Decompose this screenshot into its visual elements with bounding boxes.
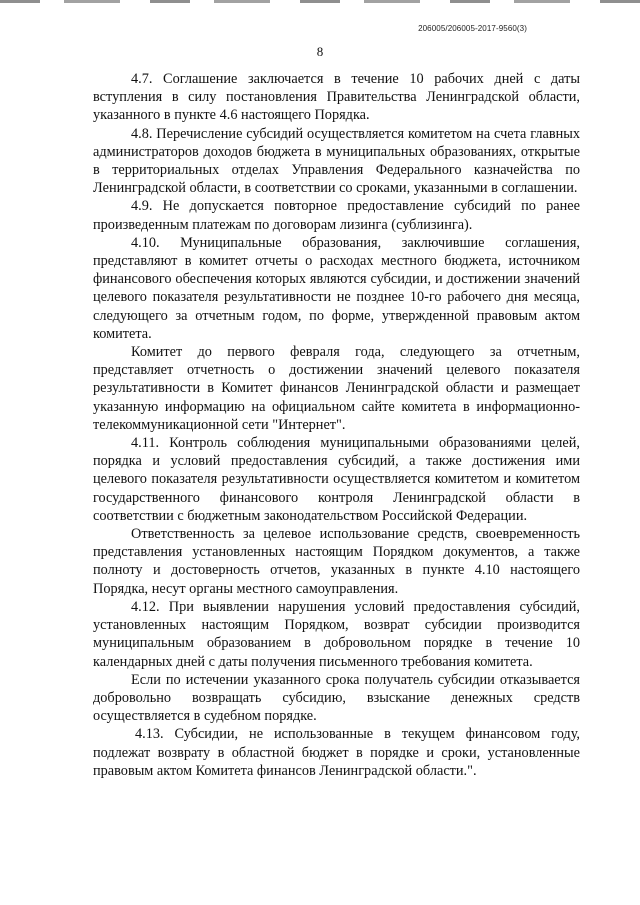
paragraph-4-10-reporting: Комитет до первого февраля года, следующего за отчетным, представляет отчетность о достижении значений целевого показателя результативности в Комитет финансов Ленинградской области и размещает указанную информацию на официальном сайте комитета в информационно-телекоммуникационной сети "Интернет". <box>93 344 580 433</box>
document-id: 206005/206005-2017-9560(3) <box>418 24 527 33</box>
paragraph-4-13: 4.13. Субсидии, не использованные в текущем финансовом году, подлежат возврату в областной бюджет в порядке и сроки, установленные правовым актом Комитета финансов Ленинградской области.". <box>93 726 580 779</box>
paragraph-4-7: 4.7. Соглашение заключается в течение 10 рабочих дней с даты вступления в силу постановления Правительства Ленинградской области, указанного в пункте 4.6 настоящего Порядка. <box>93 71 580 124</box>
paragraph-4-11: 4.11. Контроль соблюдения муниципальными образованиями целей, порядка и условий предоставления субсидий, а также достижения ими целевого показателя результативности осуществляется комитетом и комитетом государственного финансового контроля Ленинградской области в соответствии с бюджетным законодательством Российской Федерации. <box>93 435 580 524</box>
scan-edge-artifact <box>0 0 640 3</box>
document-body <box>93 70 580 780</box>
paragraph-4-8: 4.8. Перечисление субсидий осуществляется комитетом на счета главных администраторов доходов бюджета в муниципальных образованиях, открытые в территориальных отделах Управления Федерального казначейства по Ленинградской области, в соответствии со сроками, указанными в соглашении. <box>93 125 580 197</box>
paragraph-4-11-responsibility: Ответственность за целевое использование средств, своевременность представления установленных настоящим Порядком документов, а также полноту и достоверность отчетов, указанных в пункте 4.10 настоящего Порядка, несут органы местного самоуправления. <box>93 526 580 597</box>
page-number: 8 <box>316 44 324 59</box>
paragraph-4-10: 4.10. Муниципальные образования, заключившие соглашения, представляют в комитет отчеты о расходах местного бюджета, источником финансового обеспечения которых являются субсидии, и достижении значений целевого показателя результативности не позднее 10-го рабочего дня месяца, следующего за отчетным годом, по форме, утвержденной правовым актом комитета. <box>93 234 580 342</box>
paragraph-4-12-court: Если по истечении указанного срока получатель субсидии отказывается добровольно возвращать субсидию, взыскание денежных средств осуществляется в судебном порядке. <box>93 671 580 725</box>
paragraph-4-12: 4.12. При выявлении нарушения условий предоставления субсидий, установленных настоящим Порядком, возврат субсидии производится муниципальным образованием в добровольном порядке в течение 10 календарных дней с даты получения письменного требования комитета. <box>93 598 580 670</box>
paragraph-4-9: 4.9. Не допускается повторное предоставление субсидий по ранее произведенным платежам по договорам лизинга (сублизинга). <box>93 198 580 233</box>
